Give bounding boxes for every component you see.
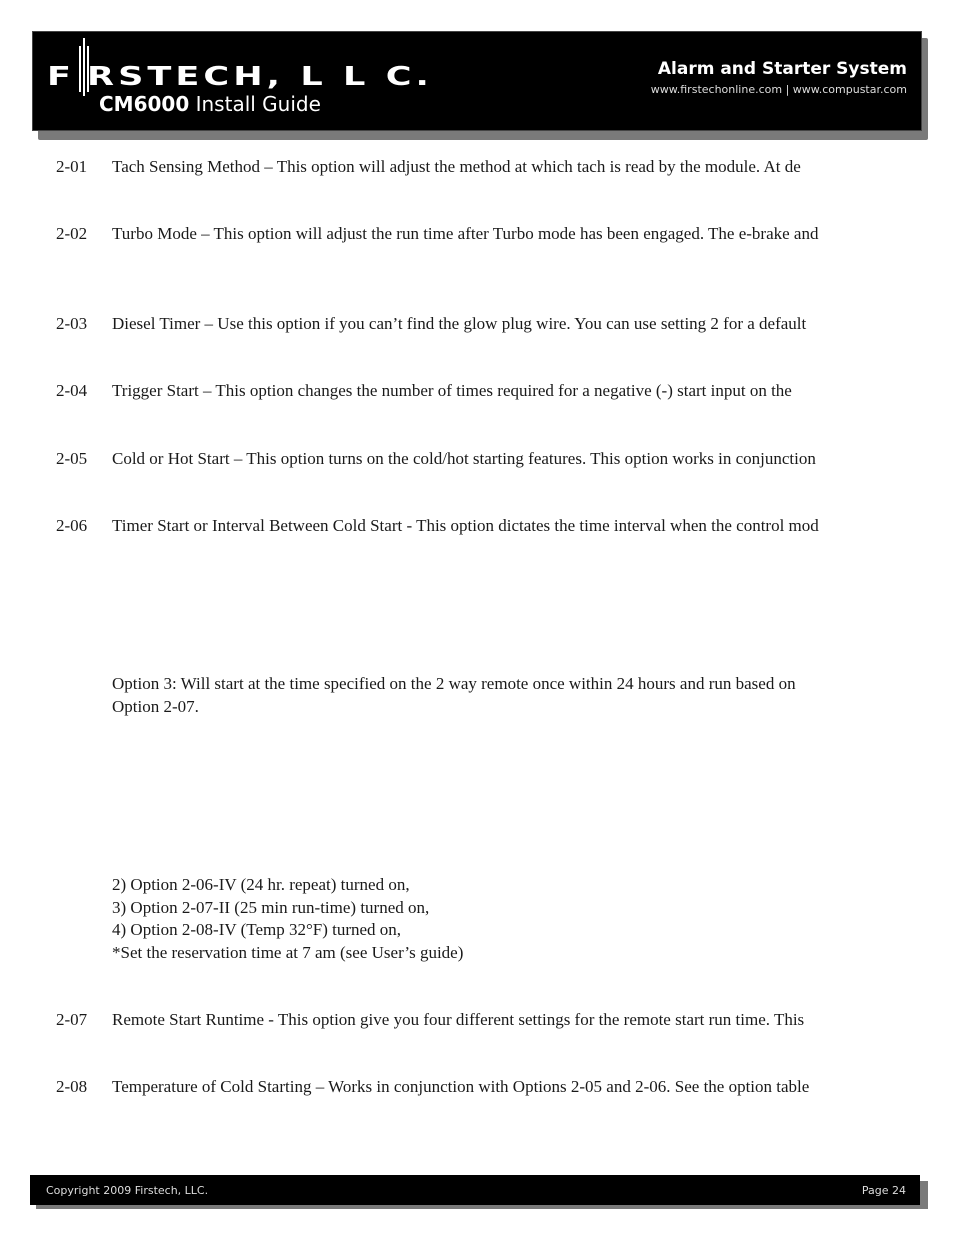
option-text: Diesel Timer – Use this option if you can’t find the glow plug wire. You can use setting 2 for a default [112, 314, 807, 333]
page-footer [30, 1175, 920, 1205]
guide-label: Install Guide [195, 92, 321, 116]
option-3-paragraph [112, 672, 892, 718]
list-item: 4) Option 2-08-IV (Temp 32°F) turned on, [112, 920, 402, 939]
option-text: Tach Sensing Method – This option will adjust the method at which tach is read by the module. At de [112, 157, 801, 176]
list-item: 3) Option 2-07-II (25 min run-time) turned on, [112, 897, 430, 917]
firstech-logo [47, 42, 433, 92]
system-title: Alarm and Starter System [657, 59, 907, 79]
example-list [112, 874, 892, 964]
option-number: 2-02 [56, 224, 88, 243]
page-number: Page 24 [861, 1184, 906, 1197]
option-text: Temperature of Cold Starting – Works in conjunction with Options 2-05 and 2-06. See the option table [112, 1077, 810, 1096]
page-header [32, 31, 922, 131]
option-number: 2-07 [56, 1010, 88, 1029]
model-name: CM6000 [99, 92, 190, 116]
page-subtitle [99, 92, 321, 116]
option-text: Remote Start Runtime - This option give you four different settings for the remote start run time. This [112, 1010, 805, 1029]
option-text: Cold or Hot Start – This option turns on the cold/hot starting features. This option works in conjunction [112, 449, 816, 468]
option-text: Trigger Start – This option changes the number of times required for a negative (-) start input on the [112, 381, 792, 400]
option-3-line: Option 2-07. [112, 697, 199, 716]
list-item: *Set the reservation time at 7 am (see User’s guide) [112, 942, 464, 962]
option-number: 2-08 [56, 1077, 88, 1096]
option-number: 2-05 [56, 449, 88, 468]
option-text: Timer Start or Interval Between Cold Start - This option dictates the time interval when the control mod [112, 516, 819, 535]
logo-letter-f: F [47, 62, 71, 92]
option-number: 2-01 [56, 157, 88, 176]
option-3-line: Option 3: Will start at the time specified on the 2 way remote once within 24 hours and run based on [112, 674, 796, 693]
website-urls: www.firstechonline.com | www.compustar.com [650, 83, 907, 96]
option-text: Turbo Mode – This option will adjust the run time after Turbo mode has been engaged. The e-brake and [112, 224, 819, 243]
option-number: 2-03 [56, 314, 88, 333]
option-number: 2-06 [56, 516, 88, 535]
copyright-text: Copyright 2009 Firstech, LLC. [46, 1184, 209, 1197]
list-item: 2) Option 2-06-IV (24 hr. repeat) turned on, [112, 875, 410, 894]
option-number: 2-04 [56, 381, 88, 400]
logo-text: RSTECH, L L C. [87, 62, 433, 92]
